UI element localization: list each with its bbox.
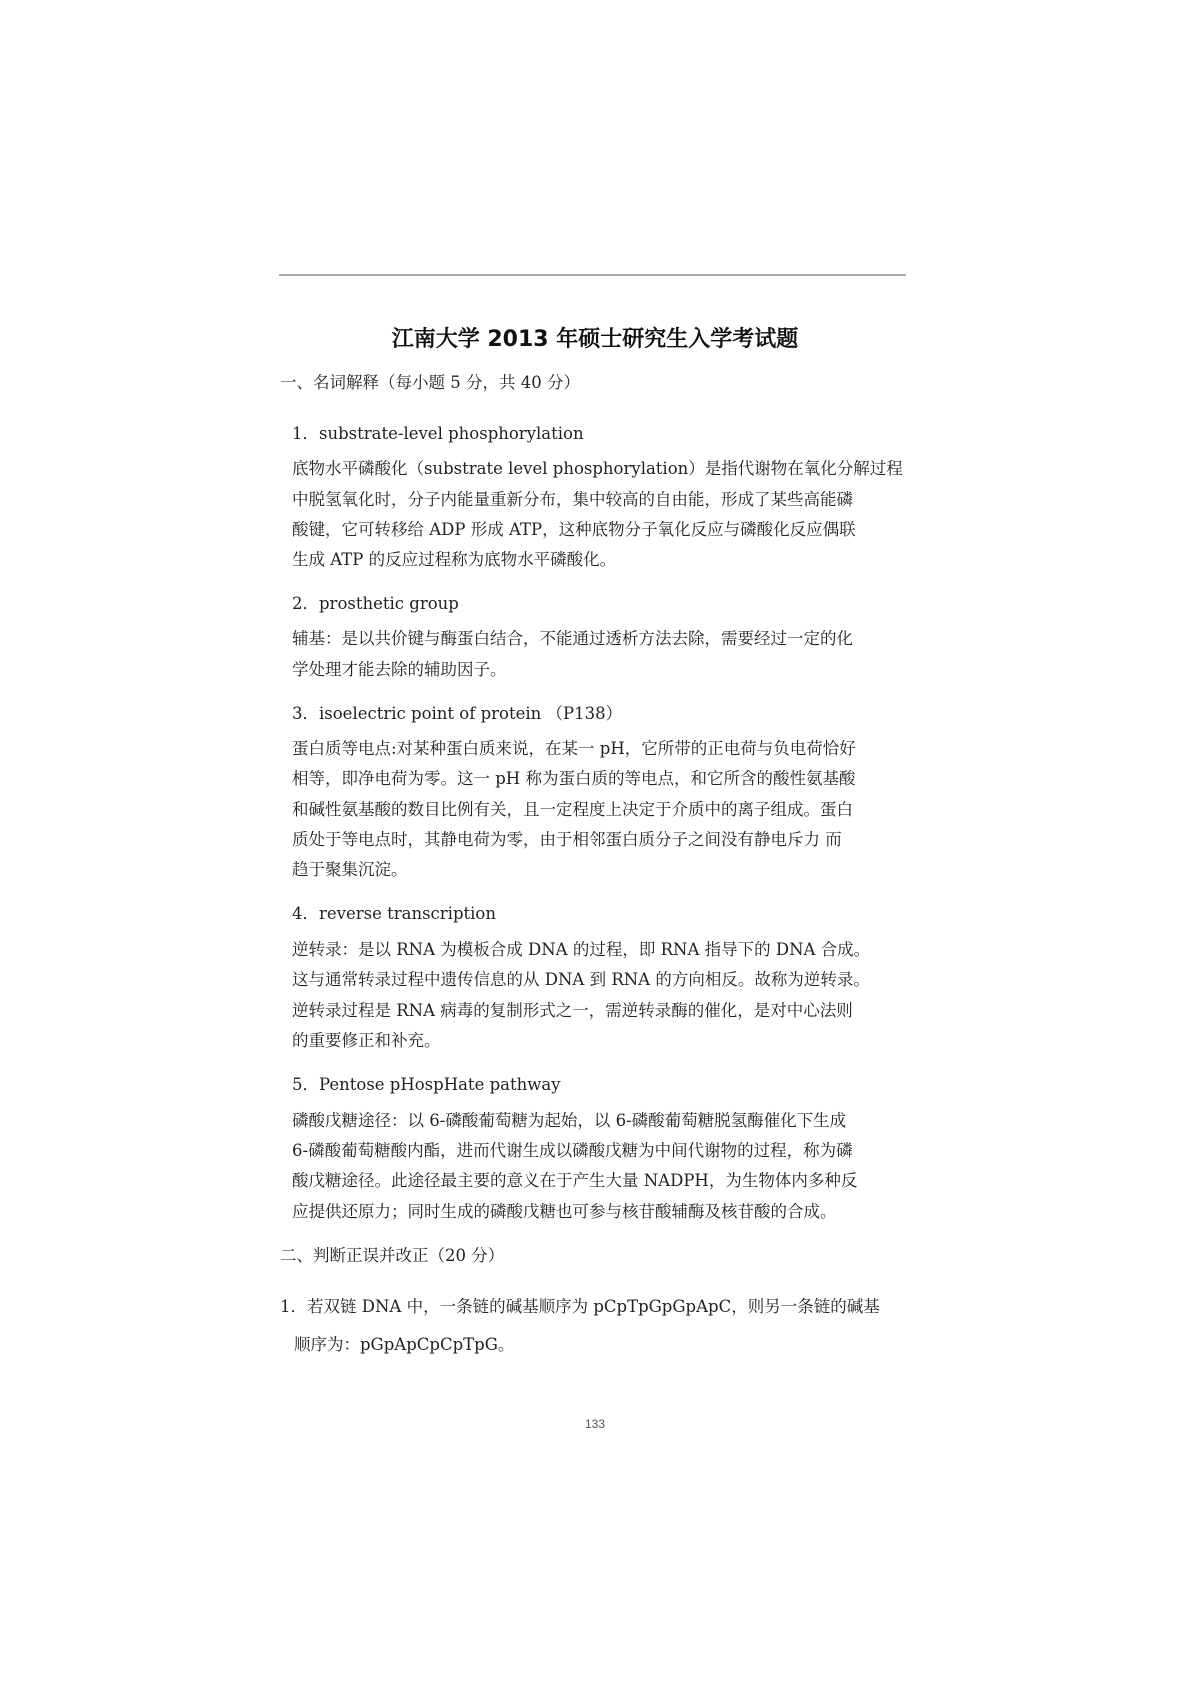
paragraph-line: 辅基：是以共价键与酶蛋白结合，不能通过透析方法去除，需要经过一定的化 xyxy=(292,629,853,648)
paragraph-line: 蛋白质等电点:对某种蛋白质来说，在某一 pH，它所带的正电荷与负电荷恰好 xyxy=(292,739,856,758)
term-heading: 1．substrate-level phosphorylation xyxy=(292,424,584,443)
term-heading: 3．isoelectric point of protein （P138） xyxy=(292,704,623,723)
page-title: 江南大学 2013 年硕士研究生入学考试题 xyxy=(391,327,799,352)
term-heading: 5．Pentose pHospHate pathway xyxy=(292,1075,561,1094)
paragraph-line: 趋于聚集沉淀。 xyxy=(292,860,408,879)
question-line: 1．若双链 DNA 中，一条链的碱基顺序为 pCpTpGpGpApC，则另一条链的碱基 xyxy=(280,1297,880,1316)
section-heading: 一、名词解释（每小题 5 分，共 40 分） xyxy=(280,373,580,392)
paragraph-line: 和碱性氨基酸的数目比例有关，且一定程度上决定于介质中的离子组成。蛋白 xyxy=(292,800,853,819)
paragraph-line: 的重要修正和补充。 xyxy=(292,1031,441,1050)
paragraph-line: 应提供还原力；同时生成的磷酸戊糖也可参与核苷酸辅酶及核苷酸的合成。 xyxy=(292,1202,837,1221)
paragraph-line: 生成 ATP 的反应过程称为底物水平磷酸化。 xyxy=(292,550,617,569)
paragraph-line: 磷酸戊糖途径：以 6-磷酸葡萄糖为起始，以 6-磷酸葡萄糖脱氢酶催化下生成 xyxy=(292,1111,847,1130)
section-heading: 二、判断正误并改正（20 分） xyxy=(280,1246,505,1265)
paragraph-line: 底物水平磷酸化（substrate level phosphorylation）是指代谢物在氧化分解过程 xyxy=(292,459,903,478)
question-line: 顺序为：pGpApCpCpTpG。 xyxy=(294,1335,515,1354)
paragraph-line: 相等，即净电荷为零。这一 pH 称为蛋白质的等电点，和它所含的酸性氨基酸 xyxy=(292,769,856,788)
term-heading: 4．reverse transcription xyxy=(292,904,496,923)
page-number: 133 xyxy=(584,1417,606,1431)
paragraph-line: 逆转录：是以 RNA 为模板合成 DNA 的过程，即 RNA 指导下的 DNA 合成。 xyxy=(292,940,871,959)
term-heading: 2．prosthetic group xyxy=(292,594,459,613)
paragraph-line: 质处于等电点时，其静电荷为零，由于相邻蛋白质分子之间没有静电斥力 而 xyxy=(292,830,842,849)
paragraph-line: 逆转录过程是 RNA 病毒的复制形式之一，需逆转录酶的催化，是对中心法则 xyxy=(292,1001,853,1020)
paragraph-line: 6-磷酸葡萄糖酸内酯，进而代谢生成以磷酸戊糖为中间代谢物的过程，称为磷 xyxy=(292,1141,853,1160)
paragraph-line: 这与通常转录过程中遗传信息的从 DNA 到 RNA 的方向相反。故称为逆转录。 xyxy=(292,970,870,989)
header-rule xyxy=(279,274,906,276)
paragraph-line: 学处理才能去除的辅助因子。 xyxy=(292,660,507,679)
paragraph-line: 酸戊糖途径。此途径最主要的意义在于产生大量 NADPH，为生物体内多种反 xyxy=(292,1171,858,1190)
paragraph-line: 酸键，它可转移给 ADP 形成 ATP，这种底物分子氧化反应与磷酸化反应偶联 xyxy=(292,520,856,539)
paragraph-line: 中脱氢氧化时，分子内能量重新分布，集中较高的自由能，形成了某些高能磷 xyxy=(292,490,853,509)
